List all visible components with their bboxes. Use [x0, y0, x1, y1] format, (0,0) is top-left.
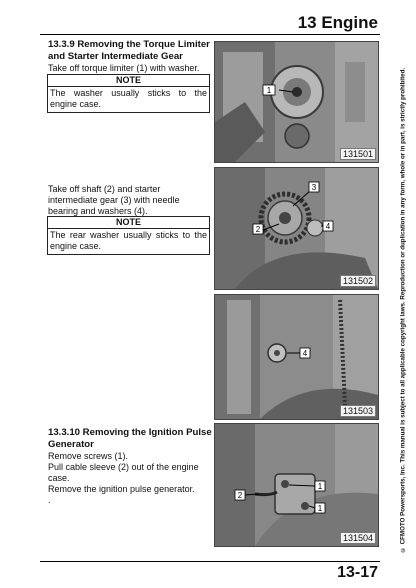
engine-photo-1 [214, 41, 379, 163]
note-title: NOTE [48, 217, 209, 229]
note-box-1 [47, 74, 210, 113]
callout-label: 1 [266, 86, 272, 95]
step-list-ignition [48, 451, 208, 506]
callout-label: 3 [311, 183, 317, 192]
section-heading-torque-limiter: 13.3.9 Removing the Torque Limiter and Starter Intermediate Gear [48, 39, 210, 62]
step-line: Remove the ignition pulse generator. [48, 484, 195, 494]
engine-photo-2 [214, 167, 379, 290]
callout-label: 4 [302, 349, 308, 358]
footer-divider [40, 561, 380, 562]
callout-label: 2 [237, 491, 243, 500]
photo-id: 131501 [340, 148, 376, 160]
note-body: The washer usually sticks to the engine case. [50, 88, 207, 109]
photo-id: 131503 [340, 405, 376, 417]
callout-label: 1 [317, 482, 323, 491]
page-number: 13-17 [337, 564, 378, 581]
note-body: The rear washer usually sticks to the engine case. [50, 230, 207, 251]
callout-label: 1 [317, 504, 323, 513]
section-heading-ignition: 13.3.10 Removing the Ignition Pulse Generator [48, 427, 212, 450]
step-text-torque-limiter: Take off torque limiter (1) with washer. [48, 63, 200, 73]
engine-photo-3 [214, 294, 379, 420]
note-box-2 [47, 216, 210, 255]
step-line: Pull cable sleeve (2) out of the engine case. [48, 462, 199, 483]
step-line: . [48, 495, 51, 505]
copyright-notice: © CFMOTO Powersports, Inc. This manual is subject to all applicable copyright laws. Reproduction or duplication in any form, whole or in part, is strictly prohibited. [399, 67, 407, 553]
note-title: NOTE [48, 75, 209, 87]
chapter-title: 13 Engine [297, 13, 378, 32]
engine-photo-4 [214, 423, 379, 547]
photo-id: 131502 [340, 275, 376, 287]
header-divider [40, 34, 380, 35]
callout-label: 2 [255, 225, 261, 234]
step-text-shaft: Take off shaft (2) and starter intermediate gear (3) with needle bearing and washers (4). [48, 184, 180, 216]
callout-label: 4 [325, 222, 331, 231]
photo-id: 131504 [340, 532, 376, 544]
step-line: Remove screws (1). [48, 451, 129, 461]
